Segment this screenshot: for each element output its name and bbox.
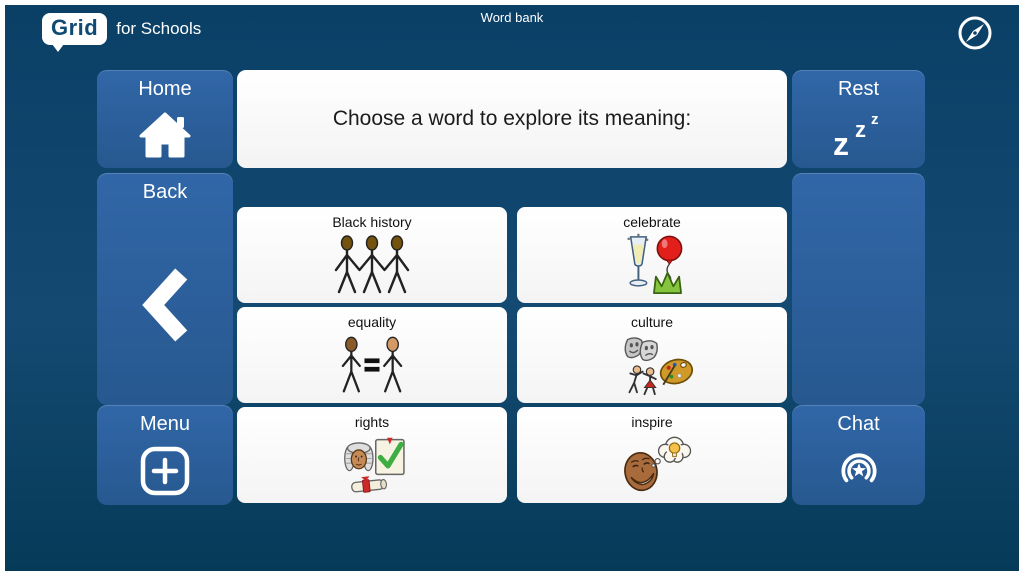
word-card-culture[interactable]: [517, 307, 787, 403]
rest-button[interactable]: [792, 70, 925, 168]
plus-square-icon: [97, 436, 233, 505]
home-label: Home: [138, 78, 192, 100]
word-card-inspire[interactable]: [517, 407, 787, 503]
culture-symbol: [517, 330, 787, 403]
black-history-symbol: [237, 230, 507, 303]
rights-symbol: [237, 430, 507, 503]
compass-button[interactable]: [954, 12, 996, 54]
word-label: Black history: [332, 214, 412, 230]
prompt-cell[interactable]: [237, 70, 787, 168]
chat-label: Chat: [837, 413, 880, 435]
empty-grid-cell: [792, 173, 925, 405]
chat-star-icon: [792, 436, 925, 505]
word-label: rights: [354, 414, 390, 430]
prompt-text: Choose a word to explore its meaning:: [332, 107, 692, 130]
word-label: inspire: [631, 414, 673, 430]
menu-button[interactable]: [97, 405, 233, 505]
zzz-icon: [792, 101, 925, 168]
word-label: celebrate: [623, 214, 681, 230]
word-card-rights[interactable]: [237, 407, 507, 503]
home-button[interactable]: [97, 70, 233, 168]
grid-logo-bubble: [42, 13, 107, 45]
chevron-left-icon: [97, 204, 233, 405]
speech-bubble-tail: [52, 44, 64, 52]
word-card-equality[interactable]: [237, 307, 507, 403]
logo-primary-text: Grid: [51, 15, 99, 40]
word-card-black-history[interactable]: [237, 207, 507, 303]
compass-icon: [954, 42, 996, 57]
page-title: Word bank: [480, 10, 544, 25]
equality-symbol: [237, 330, 507, 403]
svg-text:z: z: [854, 116, 866, 142]
celebrate-symbol: [517, 230, 787, 303]
app-logo: [42, 13, 201, 45]
word-card-celebrate[interactable]: [517, 207, 787, 303]
menu-label: Menu: [139, 413, 191, 435]
home-icon: [97, 101, 233, 168]
word-label: culture: [630, 314, 674, 330]
svg-text:z: z: [832, 125, 849, 159]
word-label: equality: [347, 314, 397, 330]
back-button[interactable]: [97, 173, 233, 405]
svg-text:z: z: [870, 110, 878, 128]
back-label: Back: [142, 181, 188, 203]
logo-secondary-text: for Schools: [116, 19, 202, 38]
inspire-symbol: [517, 430, 787, 503]
chat-button[interactable]: [792, 405, 925, 505]
rest-label: Rest: [837, 78, 880, 100]
